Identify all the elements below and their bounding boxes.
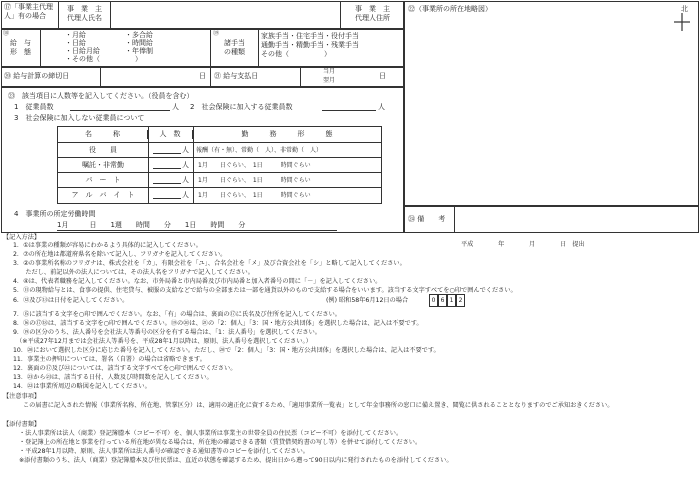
north-arrow-icon — [672, 12, 692, 32]
workers-l1b: 2 社会保険に加入する従業員数 — [190, 103, 293, 111]
row-count-field[interactable] — [153, 198, 181, 199]
attach-header: 【添付書類】 — [3, 421, 41, 428]
payform-opt-2[interactable]: ・日給 — [65, 39, 86, 47]
remarks-label-cell — [405, 207, 455, 232]
row-count-field[interactable] — [153, 183, 181, 184]
agent-name-label: 事 業 主 代理人氏名 — [67, 5, 102, 22]
payday-day: 日 — [379, 72, 386, 80]
payform-opt-1[interactable]: ・多合給 — [125, 31, 153, 39]
table-row — [58, 143, 381, 158]
north-label: 北 — [681, 5, 688, 13]
inst-line: （※平成27年12月までは会社法人等番号を、平成28年1月以降は、原則、法人番号を選択してください。） — [13, 338, 312, 345]
instructions — [1, 234, 699, 480]
example-digit: 0 — [429, 294, 438, 307]
row-form[interactable]: 報酬（有・無）、常勤（ 人）、非常勤（ 人） — [196, 147, 323, 154]
workers-table-header — [58, 127, 381, 143]
attach-line: ※添付書類のうち、法人（商業）登記簿謄本及び住民票は、直近の状態を確認するため、提出日から遡って90日以内に発行されたものを添付してください。 — [19, 457, 453, 464]
example-digit: 1 — [447, 294, 456, 307]
payform-num: ⑱ — [3, 30, 10, 37]
workers-table — [57, 126, 382, 204]
row-form[interactable]: 1月 日ぐらい、 1日 時間ぐらい — [198, 162, 311, 169]
allow-num: ⑲ — [213, 30, 220, 37]
inst-line: ただし、前記以外の法人については、その法人名をフリガナで記入してください。 — [13, 269, 254, 276]
payform-opt-3[interactable]: ・時間給 — [125, 39, 153, 47]
allow-label-cell — [211, 29, 259, 67]
payday-next: 翌月 — [323, 77, 336, 84]
workers-u2: 人 — [378, 103, 385, 111]
table-row — [58, 173, 381, 188]
row-unit: 人 — [182, 176, 189, 184]
inst-line: 13．㉓から㉓は、該当する日付、人数及び時間数を記入してください。 — [13, 374, 213, 381]
inst-line: 6．⑫及び⑬は日付を記入してください。 — [13, 297, 129, 304]
map-label: ㉒（事業所の所在地略図） — [408, 5, 492, 13]
payday-label-cell — [211, 67, 301, 87]
instructions-header: 【記入方法】 — [3, 234, 41, 241]
row-name: 嘱託・非常勤 — [82, 161, 124, 169]
col-form: 勤 務 形 態 — [241, 130, 333, 138]
payform-opt-0[interactable]: ・月給 — [65, 31, 86, 39]
payform-options[interactable] — [41, 29, 211, 67]
row-count-field[interactable] — [153, 153, 181, 154]
example-digit: 6 — [438, 294, 447, 307]
inst-line: 14．㉒は事業所周辺の略図を記入してください。 — [13, 383, 151, 390]
inst-line: 9．⑲の区分のうち、法人番号を会社法人等番号の区分を有する場合は、「1：法人番号」を選択してください。 — [13, 329, 321, 336]
calc-day: 日 — [199, 72, 206, 80]
payform-opt-6[interactable]: ・その他（ ） — [65, 55, 142, 63]
payform-opt-5[interactable]: ・年俸制 — [125, 47, 153, 55]
inst-line: 8．⑯の⑰⑱は、該当する文字を○印で囲んでください。⑲の⑳は、㉑の「2：個人」「3：国・地方公共団体」を選択した場合は、記入は不要です。 — [13, 320, 423, 327]
workers-hours[interactable]: 1月 日 1週 時間 分 1日 時間 分 — [57, 221, 246, 229]
inst-line: 1．①は事業の種類が容易にわかるよう具体的に記入してください。 — [13, 242, 202, 249]
payday-cur: 当月 — [323, 68, 336, 75]
inst-line: 5．⑪の現物給与とは、食事の提供、住宅貸与、被服の支給などで給与の全部または一部を通貨以外のもので支給する場合をいいます。該当する文字すべてを○印で囲んでください。 — [13, 287, 517, 294]
inst-line: 3．②の事業所名称のフリガナは、株式会社を「カ」、有限会社を「ユ」、合名会社を「メ」及び合資会社を「シ」と略して記入してください。 — [13, 260, 406, 267]
payform-opt-4[interactable]: ・日給月給 — [65, 47, 100, 55]
agent-addr-label-cell — [341, 1, 404, 29]
workers-u1: 人 — [172, 103, 179, 111]
example-digit: 2 — [456, 294, 465, 307]
attach-line: ・法人事業所は法人（商業）登記簿謄本（コピー不可）を、個人事業所は事業主の世帯全員の住民票（コピー不可）を添付してください。 — [19, 430, 403, 437]
calc-field[interactable] — [101, 67, 211, 87]
col-name: 名 称 — [58, 130, 148, 139]
remarks-label: ㉔ 備 考 — [408, 215, 446, 223]
employee-count-field[interactable] — [70, 110, 170, 111]
example-boxes — [429, 294, 465, 308]
row-form[interactable]: 1月 日ぐらい、 1日 時間ぐらい — [198, 177, 311, 184]
workers-l3: 3 社会保険に加入しない従業員について — [14, 114, 145, 122]
table-row — [58, 158, 381, 173]
map-area[interactable] — [404, 1, 699, 206]
inst-line: 4．④は、代表者職務を記入してください。なお、市外局番と市内局番及び市内局番と加入者番号の間に「－」を記入してください。 — [13, 278, 382, 285]
row-count-field[interactable] — [153, 168, 181, 169]
insured-count-field[interactable] — [322, 110, 376, 111]
inst-line: 10．⑳において選択した区分に応じた番号を記入してください。ただし、⑳で「2：個人」「3：国・地方公共団体」を選択した場合は、記入は不要です。 — [13, 347, 440, 354]
example-label: (例) 昭和58年6月12日の場合 — [326, 297, 409, 304]
agent-label-cell — [1, 1, 59, 29]
workers-l1a: 1 従業員数 — [14, 103, 54, 111]
inst-line: 11．事業主の押印については、署名（自署）の場合は省略できます。 — [13, 356, 206, 363]
workers-section — [1, 87, 404, 233]
calc-label-cell — [1, 67, 101, 87]
inst-line: 12．裏面の⑰及び㉒については、該当する文字すべてを○印で囲んでください。 — [13, 365, 237, 372]
agent-label: ⑰「事業主代理人」有の場合 — [4, 3, 53, 20]
row-name: パ ー ト — [85, 176, 121, 184]
inst-line: 7．⑮に該当する文字を○印で囲んでください。なお、「有」の場合は、裏面の⑰に氏名及び住所を記入してください。 — [13, 311, 341, 318]
row-unit: 人 — [182, 191, 189, 199]
notice-text: この届書に記入された情報（事業所名称、所在地、管掌区分）は、適用の適正化に資するため、「適用事業所一覧表」として年金事務所の窓口に備え置き、閲覧に供されることとなりますのでご承知おきください。 — [23, 402, 614, 409]
agent-addr-label: 事 業 主 代理人住所 — [355, 5, 390, 22]
agent-name-field[interactable] — [111, 1, 341, 29]
row-unit: 人 — [182, 146, 189, 154]
row-unit: 人 — [182, 161, 189, 169]
payform-label-cell — [1, 29, 41, 67]
payform-label: 給 与 形 態 — [10, 39, 31, 56]
workers-header: ㉓ 該当項目に人数等を記入してください。（役員を含む） — [8, 92, 194, 100]
row-name: ア ル バ イ ト — [71, 191, 135, 199]
row-name: 役 員 — [89, 146, 117, 154]
submit-date[interactable]: 平成 年 月 日 提出 — [461, 241, 585, 248]
workers-l4: 4 事業所の所定労働時間 — [14, 210, 96, 218]
calc-label: ⑳ 給与計算の締切日 — [4, 72, 70, 80]
inst-line: 2．⑦の所在地は都道府県名を除いて記入し、フリガナを記入してください。 — [13, 251, 227, 258]
row-form[interactable]: 1月 日ぐらい、 1日 時間ぐらい — [198, 192, 311, 199]
payday-label: ㉑ 給与支払日 — [214, 72, 259, 80]
attach-line: ・登記簿上の所在地と事業を行っている所在地が異なる場合は、所在地の確認できる書類（賃貸借契約書の写し等）を併せて添付してください。 — [19, 439, 422, 446]
allow-label: 諸手当 の種類 — [224, 39, 245, 56]
table-row — [58, 188, 381, 203]
allow-items[interactable]: 家族手当・住宅手当・役付手当 通勤手当・精勤手当・残業手当 その他（ ） — [261, 32, 359, 58]
col-count: 人 数 — [148, 130, 193, 139]
agent-name-label-cell — [59, 1, 111, 29]
allow-options[interactable] — [259, 29, 404, 67]
payday-field[interactable] — [301, 67, 404, 87]
hours-underline — [57, 230, 337, 231]
notice-header: 【注意事項】 — [3, 393, 41, 400]
remarks-box[interactable] — [404, 206, 699, 233]
attach-line: ・平成28年1月以降、原則、法人事業所は法人番号が確認できる通知書等のコピーを添付してください。 — [19, 448, 309, 455]
